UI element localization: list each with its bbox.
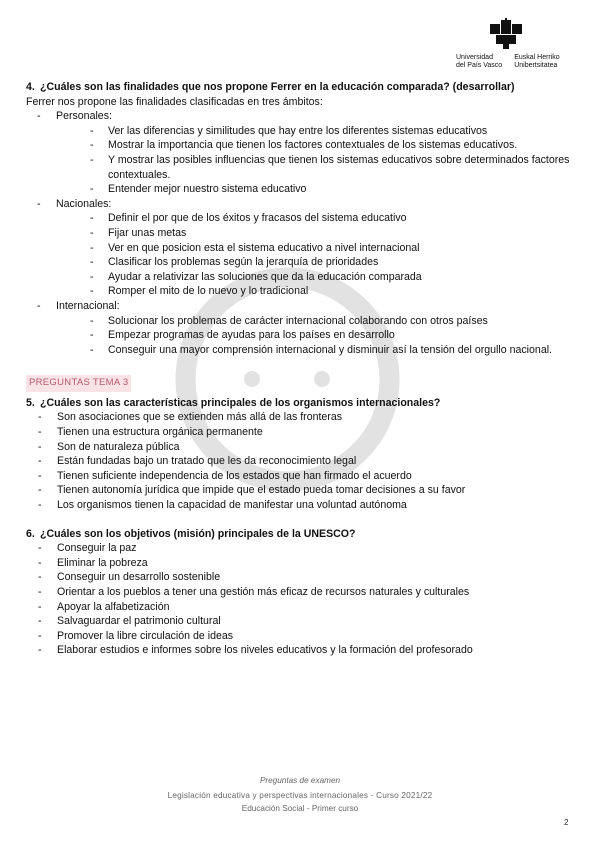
list-item: - Empezar programas de ayudas para los países en desarrollo [56,328,574,343]
document-body [26,80,574,658]
list-item: - Mostrar la importancia que tienen los factores contextuales de los sistemas educativos. [56,138,574,153]
list-item: - Promover la libre circulación de ideas [26,629,574,644]
footer-course: Legislación educativa y perspectivas internacionales - Curso 2021/22 [167,791,433,800]
list-item: - Salvaguardar el patrimonio cultural [26,614,574,629]
university-emblem-icon [488,18,524,50]
list-item: - Conseguir un desarrollo sostenible [26,570,574,585]
list-item: - Tienen una estructura orgánica permanente [26,425,574,440]
list-item: - Y mostrar las posibles influencias que tienen los sistemas educativos sobre determinados factores contextuales. [56,153,574,182]
footer-program: Educación Social - Primer curso [241,804,359,813]
list-item: - Ver en que posicion esta el sistema educativo a nivel internacional [56,241,574,256]
university-logo [456,18,568,70]
list-item: - Apoyar la alfabetización [26,600,574,615]
list-item: - Los organismos tienen la capacidad de manifestar una voluntad autónoma [26,498,574,513]
question-4-intro: Ferrer nos propone las finalidades clasificadas en tres ámbitos: [26,95,323,108]
footer-title: Preguntas de examen [259,776,341,785]
question-5-title: 5. ¿Cuáles son las características principales de los organismos internacionales? [26,396,441,409]
list-item: - Definir el por que de los éxitos y fracasos del sistema educativo [56,211,574,226]
question-5-list [26,410,574,512]
list-item: - Romper el mito de lo nuevo y lo tradicional [56,284,574,299]
section-label: PREGUNTAS TEMA 3 [26,375,131,392]
question-6-list [26,541,574,658]
list-item: - Están fundadas bajo un tratado que les da reconocimiento legal [26,454,574,469]
list-item: - Tienen suficiente independencia de los estados que han firmado el acuerdo [26,469,574,484]
list-item: - Entender mejor nuestro sistema educativo [56,182,574,197]
logo-text-spanish: Universidad del País Vasco [456,54,503,69]
list-item: - Ayudar a relativizar las soluciones que da la educación comparada [56,270,574,285]
question-4-groups [26,109,574,357]
list-item: - Son asociaciones que se extienden más allá de las fronteras [26,410,574,425]
list-item: - Fijar unas metas [56,226,574,241]
list-item: - Tienen autonomía jurídica que impide que el estado pueda tomar decisiones a su favor [26,483,574,498]
logo-text-basque: Euskal Herriko Unibertsitatea [514,54,560,69]
list-item: - Orientar a los pueblos a tener una gestión más eficaz de recursos naturales y culturales [26,585,574,600]
question-4-title: 4. ¿Cuáles son las finalidades que nos propone Ferrer en la educación comparada? (desarrollar) [26,81,515,93]
list-item: - Conseguir una mayor comprensión internacional y disminuir así la tensión del orgullo nacional. [56,343,574,358]
group-personales: - Personales: - Ver las diferencias y similitudes que hay entre los diferentes sistemas educativos - Mostrar la importancia que tienen los factores contextuales de los sistemas educativos. - Y mostrar las posibles influencias que tienen los sistemas educativos sobre determinados factores contextuales. - Entender mejor nuestro sistema educativo [26,109,574,197]
group-internacional: - Internacional: - Solucionar los problemas de carácter internacional colaborando con otros países - Empezar programas de ayudas para los países en desarrollo - Conseguir una mayor comprensión internacional y disminuir así la tensión del orgullo nacional. [26,299,574,357]
page-number: 2 [564,818,569,827]
question-6-title: 6. ¿Cuáles son los objetivos (misión) principales de la UNESCO? [26,527,356,540]
list-item: - Conseguir la paz [26,541,574,556]
group-nacionales: - Nacionales: - Definir el por que de los éxitos y fracasos del sistema educativo - Fijar unas metas - Ver en que posicion esta el sistema educativo a nivel internacional - Clasificar los problemas según la jerarquía de prioridades - Ayudar a relativizar las soluciones que da la educación comparada - Romper el mito de lo nuevo y lo tradicional [26,197,574,299]
list-item: - Clasificar los problemas según la jerarquía de prioridades [56,255,574,270]
list-item: - Ver las diferencias y similitudes que hay entre los diferentes sistemas educativos [56,124,574,139]
list-item: - Son de naturaleza pública [26,440,574,455]
list-item: - Solucionar los problemas de carácter internacional colaborando con otros países [56,314,574,329]
list-item: - Eliminar la pobreza [26,556,574,571]
list-item: - Elaborar estudios e informes sobre los niveles educativos y la formación del profesorado [26,643,574,658]
